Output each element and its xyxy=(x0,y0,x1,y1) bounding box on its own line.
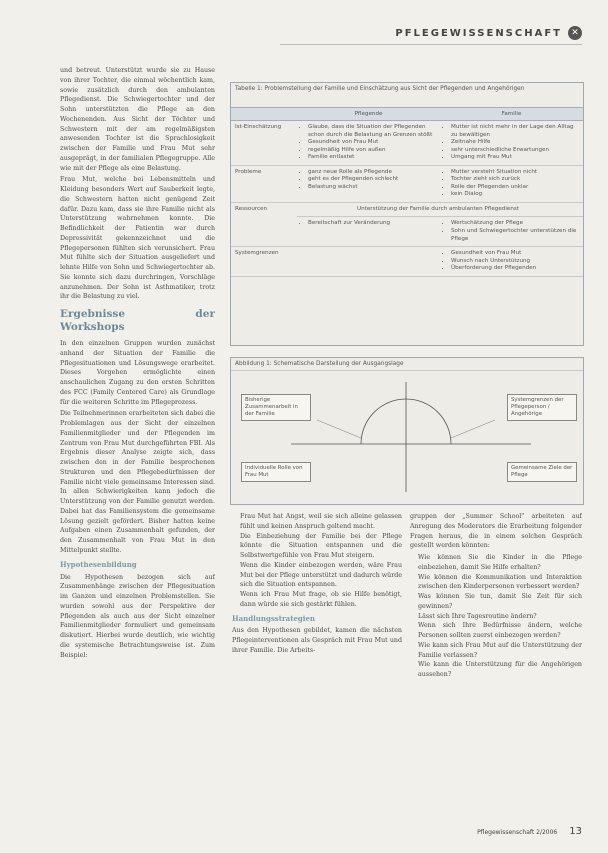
list-item: • Wie kann die Unterstützung für die Angehörigen aussehen? xyxy=(418,660,582,680)
page-number: 13 xyxy=(569,826,582,837)
list-item: • Mutter versteht Situation nicht xyxy=(451,169,579,177)
list-item: • Rolle der Pflegenden unklar xyxy=(451,184,579,192)
table-row xyxy=(231,121,583,166)
list-item: • Zeitnahe Hilfe xyxy=(451,139,579,147)
list-item: • Wie können Sie die Kinder in die Pflege einbeziehen, damit Sie Hilfe erhalten? xyxy=(418,553,582,573)
figure-1 xyxy=(230,357,584,505)
list-item: • Lässt sich Ihre Tagesroutine ändern? xyxy=(418,612,582,622)
list-item: • Belastung wächst xyxy=(308,184,436,192)
list-item: • regelmäßig Hilfe von außen xyxy=(308,147,436,155)
body-paragraph: Die Hypothesen bezogen sich auf Zusammenhänge zwischen der Pflegesituation im Ganzen und einzelnen Problemstellen. Sie wurden sowohl aus der Perspektive der Pflegenden als auch aus der Sicht einzelner Familienmitglieder formuliert und gemeinsam diskutiert. Hierbei wurde deutlich, wie wichtig die systemische Betrachtungsweise ist. Zum Beispiel: xyxy=(60,573,215,659)
list-item: • Gesundheit von Frau Mut xyxy=(308,139,436,147)
body-paragraph: Frau Mut, welche bei Lebensmitteln und Kleidung besonders Wert auf Sauberkeit legte, die Schwestern hatten nicht genügend Zeit dafür. Dazu kam, dass sie ihre Familie nicht als Unterstützung wahrnehmen konnte. Die Befindlichkeit der Patientin war durch Depressivität gekennzeichnet und die Pflegepersonen fühlten sich verunsichert. Frau Mut fühlte sich der Situation ausgeliefert und lehnte Hilfe von Sohn und Schwiegertochter ab. Sie konnte sich dazu durchringen, Vorschläge anzunehmen. Der Sohn ist Asthmatiker, trotz ihr die Belastung zu viel. xyxy=(60,176,215,301)
list-item: • Wenn die Kinder einbezogen werden, wäre Frau Mut bei der Pflege unterstützt und dadurch würde sich die Situation entspannen. xyxy=(240,561,402,590)
table-cell xyxy=(297,121,440,166)
list-item: • Tochter zieht sich zurück xyxy=(451,176,579,184)
section-heading: Ergebnisse der Workshops xyxy=(60,308,215,333)
figure-diagram xyxy=(231,372,583,504)
row-label: Probleme xyxy=(231,165,297,202)
table-row xyxy=(231,165,583,202)
figure-label-bottom-right: Gemeinsame Ziele der Pflege xyxy=(507,462,577,482)
row-label: Systemgrenzen xyxy=(231,247,297,277)
list-item: • Sohn und Schwiegertochter unterstützen die Pflege xyxy=(451,228,579,243)
body-paragraph: Aus den Hypothesen gebildet, kamen die nächsten Pflegeinterventionen als Gespräch mit Frau Mut und ihrer Familie. Die Arbeits- xyxy=(232,627,402,654)
list-item: • Wertschätzung der Pflege xyxy=(451,220,579,228)
table-caption: Tabelle 1: Problemstellung der Familie und Einschätzung aus Sicht der Pflegenden und Angehörigen xyxy=(235,86,525,92)
list-item: • Familie entlastet xyxy=(308,154,436,162)
section-badge-icon: ✕ xyxy=(568,26,582,40)
body-paragraph: und betreut. Unterstützt wurde sie zu Hause von ihrer Tochter, die einmal wöchentlich kam, sowie zusätzlich durch den ambulanten Pflegedienst. Die Schwiegertochter und der Sohn unterstützten die Pflege an den Wochenenden. Aus Sicht der Töchter und Schwestern mit der am regelmäßigsten anwesenden Tochter ist die Sprachlosigkeit zwischen der Familie und Frau Mut sehr ausgeprägt, in der familialen Pflegegruppe. Alle wie mit der Pflege als eine Belastung. xyxy=(60,67,215,172)
list-item: • Umgang mit Frau Mut xyxy=(451,154,579,162)
table-row xyxy=(231,202,583,217)
list-item: • Wenn sich Ihre Bedürfnisse ändern, welche Personen sollten zuerst einbezogen werden? xyxy=(418,621,582,641)
table-cell xyxy=(297,217,440,247)
table-header-cell: Familie xyxy=(440,108,583,121)
list-item: • Frau Mut hat Angst, weil sie sich alleine gelassen fühlt und keinen Anspruch geltend macht. xyxy=(240,512,402,532)
list-item: • Glaube, dass die Situation der Pflegenden schon durch die Belastung an Grenzen stößt xyxy=(308,124,436,139)
sub-heading: Handlungsstrategien xyxy=(232,613,315,623)
running-header xyxy=(280,22,582,45)
list-item: • Mutter ist nicht mehr in der Lage den Alltag zu bewältigen xyxy=(451,124,579,139)
footer-journal-name: Pflegewissenschaft 2/2006 xyxy=(477,829,558,836)
table-header-cell xyxy=(231,108,297,121)
left-column xyxy=(60,66,215,826)
body-paragraph: In den einzelnen Gruppen wurden zunächst anhand der Situation der Familie die Pflegesituationen und Lösungswege erarbeitet. Dieses Vorgehen ermöglichte einen anschaulichen Zugang zu den ersten Schritten des FCC (Family Centered Care) als Grundlage für die weiteren Schritte im Pflegeprozess. xyxy=(60,340,215,406)
row-label: Ist-Einschätzung xyxy=(231,121,297,166)
connector-line xyxy=(317,420,361,438)
figure-label-top-left: Bisherige Zusammenarbeit in der Familie xyxy=(241,394,311,421)
list-item: • Bereitschaft zur Veränderung xyxy=(308,220,436,228)
list-item: • geht es der Pflegenden schlecht xyxy=(308,176,436,184)
figure-label-top-right: Systemgrenzen der Pflegeperson / Angehörige xyxy=(507,394,577,421)
list-item: • kein Dialog xyxy=(451,191,579,199)
table-cell xyxy=(440,217,583,247)
sub-heading: Hypothesenbildung xyxy=(60,559,137,569)
list-item: • Die Einbeziehung der Familie bei der Pflege könnte die Situation entspannen und die Selbstwertgefühle von Frau Mut steigern. xyxy=(240,532,402,561)
list-item: • Überforderung der Pflegenden xyxy=(451,265,579,273)
span-cell: Unterstützung der Familie durch ambulanten Pflegedienst xyxy=(297,202,583,217)
list-item: • Gesundheit von Frau Mut xyxy=(451,250,579,258)
row-label: Ressourcen xyxy=(231,202,297,246)
middle-column xyxy=(232,512,402,832)
right-column xyxy=(410,512,582,812)
journal-section-title: PFLEGEWISSENSCHAFT xyxy=(395,27,562,39)
table-1 xyxy=(230,82,584,346)
table-cell xyxy=(440,247,583,277)
body-paragraph: gruppen der „Summer School" arbeiteten auf Anregung des Moderators die Erarbeitung folgender Fragen heraus, die in einem solchen Gespräch gestellt werden könnten: xyxy=(410,513,582,550)
page-footer xyxy=(420,826,582,837)
table-row xyxy=(231,247,583,277)
list-item: • Wie kann sich Frau Mut auf die Unterstützung der Familie verlassen? xyxy=(418,641,582,661)
list-item: • Was können Sie tun, damit Sie Zeit für sich gewinnen? xyxy=(418,592,582,612)
connector-line xyxy=(451,420,495,438)
figure-label-bottom-left: Individuelle Rolle von Frau Mut xyxy=(241,462,311,482)
list-item: • Wie können die Kommunikation und Interaktion zwischen den Kinderpersonen verbessert werden? xyxy=(418,573,582,593)
table-cell xyxy=(297,247,440,277)
table-cell xyxy=(440,165,583,202)
table-cell xyxy=(440,121,583,166)
list-item: • sehr unterschiedliche Erwartungen xyxy=(451,147,579,155)
figure-caption: Abbildung 1: Schematische Darstellung der Ausgangslage xyxy=(231,358,583,371)
problem-table xyxy=(231,107,583,277)
table-header-cell: Pflegende xyxy=(297,108,440,121)
list-item: • ganz neue Rolle als Pflegende xyxy=(308,169,436,177)
list-item: • Wenn ich Frau Mut frage, ob sie Hilfe benötigt, dann würde sie sich gestärkt fühlen. xyxy=(240,590,402,610)
body-paragraph: Die Teilnehmerinnen erarbeiteten sich dabei die Problemlagen aus der Sicht der einzelnen Familienmitglieder und der Pflegenden im Zentrum von Frau Mut durchgeführten FBI. Als Ergebnis dieser Analyse zeigte sich, dass zwischen den in der Familie besprochenen Strukturen und den Pflegebedürfnissen der Familie nicht viele gemeinsame Interessen sind. In allen Schwierigkeiten kann jedoch die Unterstützung von der Familie genutzt werden. Dabei hat das Familiensystem die gemeinsame Lösung gezielt gefördert. Bisher hatten keine Aufgaben einen Zusammenhalt gefunden, der den Zusammenhalt von Frau Mut in den Mittelpunkt stellte. xyxy=(60,410,215,554)
table-cell xyxy=(297,165,440,202)
list-item: • Wunsch nach Unterstützung xyxy=(451,258,579,266)
